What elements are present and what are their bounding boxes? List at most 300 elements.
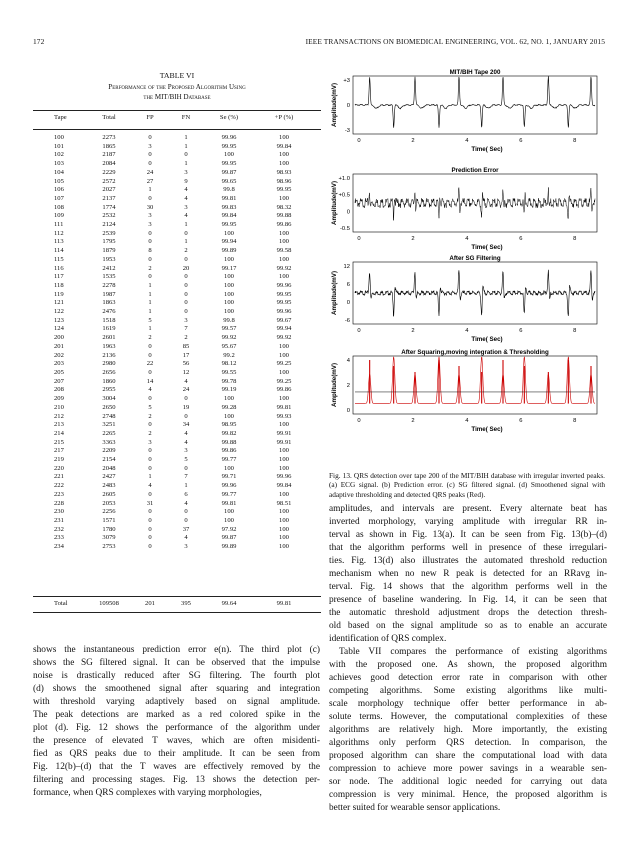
table-cell: 233 bbox=[54, 534, 64, 542]
x-tick-label: 0 bbox=[357, 236, 361, 242]
text-line: The peak detections are marked as a red colored spike in the bbox=[33, 710, 320, 720]
table-cell: 0 bbox=[184, 151, 188, 159]
table-cell: 119 bbox=[54, 290, 64, 298]
table-cell: 1 bbox=[148, 299, 152, 307]
table-cell: 0 bbox=[184, 290, 188, 298]
table-cell: 3363 bbox=[102, 438, 116, 446]
text-line: with threshold varying adaptively based on signal amplitude. bbox=[33, 697, 320, 707]
table-cell: 99.89 bbox=[221, 543, 237, 551]
table-cell: 2124 bbox=[102, 221, 116, 229]
x-tick-label: 8 bbox=[573, 328, 577, 334]
figure-13 bbox=[329, 66, 609, 466]
text-line: filtering and processing stages. Fig. 13 shows the detection per- bbox=[33, 775, 320, 785]
table-cell: 113 bbox=[54, 238, 64, 246]
text-line: terval. Fig. 14 shows that the algorithm performs well in the bbox=[329, 582, 607, 592]
table-cell: 100 bbox=[224, 516, 234, 524]
table-cell: 99.93 bbox=[276, 412, 292, 420]
table-row bbox=[54, 456, 312, 465]
y-tick-label: 0 bbox=[346, 408, 350, 414]
table-cell: 219 bbox=[54, 456, 64, 464]
table-row bbox=[54, 186, 312, 195]
table-cell: 106 bbox=[54, 186, 64, 194]
table-cell: 99.87 bbox=[221, 534, 237, 542]
table-total-rule bbox=[33, 596, 321, 597]
table-cell: 99.95 bbox=[276, 299, 292, 307]
signal-trace bbox=[355, 270, 595, 316]
table-cell: 100 bbox=[279, 421, 289, 429]
table-cell: 0 bbox=[148, 516, 152, 524]
table-cell: 0 bbox=[184, 516, 188, 524]
table-cell: 97.92 bbox=[221, 525, 237, 533]
table-cell: 2 bbox=[184, 334, 188, 342]
text-line: compression to achieve more power savings in a wearable sen- bbox=[329, 764, 607, 774]
table-cell: 223 bbox=[54, 490, 64, 498]
table-cell: 100 bbox=[279, 342, 289, 350]
table-cell: 99.71 bbox=[221, 473, 237, 481]
table-top-rule bbox=[33, 110, 321, 111]
table-cell: 213 bbox=[54, 421, 64, 429]
table-title-line2: the MIT/BIH Database bbox=[143, 93, 211, 101]
table-row bbox=[54, 143, 312, 152]
table-cell: 1865 bbox=[102, 142, 116, 150]
table-cell: 1619 bbox=[102, 325, 116, 333]
plot-title: After Squaring,moving integration & Thresholding bbox=[401, 349, 549, 356]
table-cell: 1953 bbox=[102, 255, 116, 263]
table-cell: 99.81 bbox=[276, 403, 292, 411]
table-cell: 222 bbox=[54, 482, 64, 490]
text-line: mechanism when no new R peak is detected for an RRavg in- bbox=[329, 569, 607, 579]
x-tick-label: 4 bbox=[465, 236, 469, 242]
table-cell: 2605 bbox=[102, 490, 116, 498]
y-tick-label: +3 bbox=[343, 78, 350, 84]
table-cell: 99.64 bbox=[221, 600, 237, 607]
signal-trace bbox=[355, 187, 595, 220]
table-cell: 98.32 bbox=[276, 203, 292, 211]
table-cell: 100 bbox=[279, 134, 289, 141]
table-cell: 99.95 bbox=[276, 290, 292, 298]
table-cell: 3079 bbox=[102, 534, 116, 542]
y-tick-label: 12 bbox=[343, 264, 350, 270]
table-cell: 1535 bbox=[102, 273, 116, 281]
table-cell: 2154 bbox=[102, 456, 116, 464]
y-tick-label: -0.5 bbox=[340, 226, 350, 232]
table-cell: 99.96 bbox=[221, 482, 237, 490]
table-cell: 99.95 bbox=[221, 142, 237, 150]
y-tick-label: +1.0 bbox=[338, 176, 350, 182]
table-cell: 0 bbox=[148, 525, 152, 533]
table-label: TABLE VI bbox=[159, 71, 195, 80]
table-cell: 2 bbox=[148, 264, 152, 272]
table-row bbox=[54, 265, 312, 274]
table-cell: 209 bbox=[54, 395, 64, 403]
table-cell: 201 bbox=[145, 600, 155, 607]
table-row bbox=[54, 482, 312, 491]
table-cell: 201 bbox=[54, 342, 64, 350]
table-cell: 231 bbox=[54, 516, 64, 524]
text-line: fied as QRS peaks due to their amplitude. It can be seen from bbox=[33, 749, 320, 759]
x-tick-label: 2 bbox=[411, 328, 415, 334]
table-cell: 111 bbox=[54, 221, 64, 229]
table-cell: 100 bbox=[54, 134, 64, 141]
y-axis-label: Amplitude(mV) bbox=[331, 363, 338, 407]
x-tick-label: 0 bbox=[357, 418, 361, 424]
table-cell: 0 bbox=[148, 229, 152, 237]
text-line: inverted morphology, varying amplitude with irregular RR in- bbox=[329, 517, 607, 527]
table-row bbox=[54, 360, 312, 369]
table-cell: 205 bbox=[54, 368, 64, 376]
table-cell: 99.25 bbox=[276, 377, 292, 385]
col-header: Se (%) bbox=[219, 114, 239, 121]
x-tick-label: 0 bbox=[357, 138, 361, 144]
text-line: plot (d). Fig. 12 shows the performance of the algorithm under bbox=[33, 723, 320, 733]
table-cell: 2187 bbox=[102, 151, 116, 159]
table-cell: 1987 bbox=[102, 290, 116, 298]
text-line: formance, when QRS complexes with varying morphologies, bbox=[33, 788, 262, 798]
table-cell: 1518 bbox=[102, 316, 116, 324]
table-cell: 1 bbox=[184, 134, 188, 141]
table-total-row bbox=[54, 600, 312, 609]
table-row bbox=[54, 386, 312, 395]
y-tick-label: 4 bbox=[346, 358, 350, 364]
table-cell: 1 bbox=[148, 473, 152, 481]
table-cell: 95.67 bbox=[221, 342, 237, 350]
table-title-line1: Performance of the Proposed Algorithm Using bbox=[108, 82, 246, 91]
table-cell: 1863 bbox=[102, 299, 116, 307]
text-line: amplitudes, and intervals are present. Every alternate beat has bbox=[329, 504, 607, 514]
table-row bbox=[54, 151, 312, 160]
y-tick-label: -3 bbox=[344, 128, 350, 134]
table-cell: 100 bbox=[279, 534, 289, 542]
table-cell: 99.92 bbox=[276, 264, 292, 272]
table-cell: 105 bbox=[54, 177, 64, 185]
table-cell: 121 bbox=[54, 299, 64, 307]
table-cell: 100 bbox=[224, 151, 234, 159]
x-axis-label: Time( Sec) bbox=[471, 244, 503, 251]
table-cell: 56 bbox=[182, 360, 190, 368]
table-cell: 100 bbox=[224, 290, 234, 298]
plot-title: Prediction Error bbox=[451, 167, 499, 174]
table-cell: 2229 bbox=[102, 168, 116, 176]
table-cell: 2539 bbox=[102, 229, 116, 237]
y-tick-label: 0 bbox=[346, 103, 350, 109]
table-row bbox=[54, 543, 312, 552]
table-cell: 395 bbox=[181, 600, 191, 607]
table-cell: 217 bbox=[54, 447, 64, 455]
table-row bbox=[54, 500, 312, 509]
table-cell: 4 bbox=[148, 482, 152, 490]
text-line: that the algorithm performs well in presence of these irregulari- bbox=[329, 543, 607, 553]
x-tick-label: 8 bbox=[573, 236, 577, 242]
table-cell: 114 bbox=[54, 247, 64, 255]
table-cell: 3 bbox=[184, 168, 188, 176]
journal-header: IEEE TRANSACTIONS ON BIOMEDICAL ENGINEERING, VOL. 62, NO. 1, JANUARY 2015 bbox=[305, 37, 605, 46]
table-cell: 4 bbox=[184, 429, 188, 437]
table-row bbox=[54, 247, 312, 256]
table-cell: 207 bbox=[54, 377, 64, 385]
table-cell: 2532 bbox=[102, 212, 116, 220]
y-tick-label: -6 bbox=[344, 318, 350, 324]
y-tick-label: 0 bbox=[346, 300, 350, 306]
table-cell: 2748 bbox=[102, 412, 116, 420]
table-cell: 99.55 bbox=[221, 368, 237, 376]
signal-trace bbox=[355, 357, 595, 404]
text-line: proposed algorithm can share the computational load with data bbox=[329, 751, 607, 761]
table-cell: 99.8 bbox=[223, 316, 235, 324]
y-tick-label: 0 bbox=[346, 209, 350, 216]
table-total bbox=[54, 600, 312, 609]
table-cell: 100 bbox=[279, 229, 289, 237]
x-tick-label: 4 bbox=[465, 328, 469, 334]
table-cell: 0 bbox=[184, 308, 188, 316]
table-cell: 1860 bbox=[102, 377, 116, 385]
table-cell: 4 bbox=[184, 534, 188, 542]
text-line: shows the SG filtered signal. It can be observed that the impulse bbox=[33, 658, 320, 668]
table-row bbox=[54, 369, 312, 378]
table-cell: 103 bbox=[54, 160, 64, 168]
table-cell: 123 bbox=[54, 316, 64, 324]
table-cell: 99.17 bbox=[221, 264, 237, 272]
table-cell: 100 bbox=[224, 229, 234, 237]
table-cell: 99.77 bbox=[221, 456, 237, 464]
table-cell: 85 bbox=[182, 342, 190, 350]
table-cell: 98.93 bbox=[276, 168, 292, 176]
table-cell: 99.19 bbox=[221, 386, 237, 394]
right-column-text bbox=[329, 503, 607, 815]
table-cell: Total bbox=[54, 600, 68, 607]
table-cell: 2980 bbox=[102, 360, 116, 368]
table-cell: 100 bbox=[224, 308, 234, 316]
text-line: compression is very minimal. Hence, the proposed algorithm is bbox=[329, 790, 607, 800]
table-cell: 0 bbox=[184, 464, 188, 472]
table-row bbox=[54, 299, 312, 308]
table-header bbox=[54, 114, 312, 123]
table-cell: 0 bbox=[148, 351, 152, 359]
table-cell: 107 bbox=[54, 194, 64, 202]
table-cell: 1774 bbox=[102, 203, 116, 211]
table-cell: 228 bbox=[54, 499, 64, 507]
table-cell: 3 bbox=[148, 212, 152, 220]
table-cell: 99.92 bbox=[221, 334, 237, 342]
table-cell: 4 bbox=[184, 194, 188, 202]
col-header: Tape bbox=[54, 114, 67, 121]
table-cell: 100 bbox=[279, 447, 289, 455]
table-cell: 1 bbox=[184, 160, 188, 168]
table-cell: 220 bbox=[54, 464, 64, 472]
table-cell: 100 bbox=[224, 255, 234, 263]
table-row bbox=[54, 465, 312, 474]
plot-title: MIT/BIH Tape 200 bbox=[449, 69, 501, 76]
table-cell: 3 bbox=[184, 543, 188, 551]
y-axis-label: Amplitude(mV) bbox=[331, 83, 338, 127]
table-cell: 1780 bbox=[102, 525, 116, 533]
table-cell: 100 bbox=[224, 281, 234, 289]
table-cell: 99.96 bbox=[276, 308, 292, 316]
table-cell: 100 bbox=[279, 525, 289, 533]
table-row bbox=[54, 230, 312, 239]
table-header-rule bbox=[33, 129, 321, 130]
table-cell: 2265 bbox=[102, 429, 116, 437]
table-cell: 4 bbox=[184, 212, 188, 220]
table-cell: 2753 bbox=[102, 543, 116, 551]
table-row bbox=[54, 134, 312, 143]
table-row bbox=[54, 178, 312, 187]
table-cell: 99.28 bbox=[221, 403, 237, 411]
text-line: terval as shown in Fig. 13(a). It can be seen from Fig. 13(b)–(d) bbox=[329, 530, 607, 540]
table-cell: 0 bbox=[184, 395, 188, 403]
table-cell: 100 bbox=[224, 508, 234, 516]
table-cell: 99.57 bbox=[221, 325, 237, 333]
table-cell: 5 bbox=[184, 456, 188, 464]
table-row bbox=[54, 204, 312, 213]
table-row bbox=[54, 221, 312, 230]
table-cell: 112 bbox=[54, 229, 64, 237]
table-row bbox=[54, 395, 312, 404]
table-row bbox=[54, 160, 312, 169]
table-cell: 100 bbox=[279, 490, 289, 498]
table-cell: 117 bbox=[54, 273, 64, 281]
col-header: FN bbox=[181, 114, 191, 121]
text-line: Table VII compares the performance of existing algorithms bbox=[339, 647, 607, 657]
table-cell: 0 bbox=[148, 238, 152, 246]
table-cell: 3 bbox=[148, 221, 152, 229]
table-cell: 19 bbox=[182, 403, 190, 411]
table-cell: 100 bbox=[279, 160, 289, 168]
figure-caption: Fig. 13. QRS detection over tape 200 of the MIT/BIH database with irregular inverted peaks. (a) ECG signal. (b) Prediction error. (c) SG filtered signal. (d) Smoothened signal with adaptive thresholding and detected QRS peaks (Red). bbox=[329, 471, 605, 499]
table-cell: 99.2 bbox=[223, 351, 235, 359]
table-row bbox=[54, 404, 312, 413]
table-cell: 99.87 bbox=[221, 168, 237, 176]
signal-trace bbox=[355, 76, 595, 128]
table-cell: 109 bbox=[54, 212, 64, 220]
table-cell: 2955 bbox=[102, 386, 116, 394]
table-row bbox=[54, 508, 312, 517]
table-row bbox=[54, 325, 312, 334]
table-cell: 99.58 bbox=[276, 247, 292, 255]
x-tick-label: 0 bbox=[357, 328, 361, 334]
table-cell: 99.91 bbox=[276, 438, 292, 446]
text-line: achieves good detection error rate in comparison with other bbox=[329, 673, 607, 683]
table-cell: 210 bbox=[54, 403, 64, 411]
text-line: identification of QRS complex. bbox=[329, 634, 447, 644]
table-cell: 7 bbox=[184, 473, 188, 481]
table-cell: 99.84 bbox=[221, 212, 237, 220]
table-cell: 2 bbox=[184, 247, 188, 255]
table-cell: 212 bbox=[54, 412, 64, 420]
table-cell: 2048 bbox=[102, 464, 116, 472]
table-cell: 0 bbox=[184, 255, 188, 263]
table-cell: 2 bbox=[148, 412, 152, 420]
plot-frame bbox=[353, 356, 597, 414]
table-cell: 30 bbox=[146, 203, 154, 211]
table-cell: 2209 bbox=[102, 447, 116, 455]
y-tick-label: 6 bbox=[346, 282, 350, 288]
table-row bbox=[54, 256, 312, 265]
table-cell: 200 bbox=[54, 334, 64, 342]
x-tick-label: 6 bbox=[519, 236, 523, 242]
col-header: +P (%) bbox=[274, 114, 294, 121]
plot-title: After SG Filtering bbox=[449, 255, 501, 262]
text-line: Fig. 12(b)–(d) that the T waves are effectively removed by the bbox=[33, 762, 320, 772]
text-line: competing algorithms. Some existing algorithms like multi- bbox=[329, 686, 607, 696]
table-cell: 99.96 bbox=[276, 473, 292, 481]
x-tick-label: 2 bbox=[411, 236, 415, 242]
table-row bbox=[54, 473, 312, 482]
table-cell: 99.88 bbox=[221, 438, 237, 446]
text-line: presence of baseline wandering. In Fig. 14, it can be seen that bbox=[329, 595, 607, 605]
table-cell: 100 bbox=[279, 368, 289, 376]
x-tick-label: 4 bbox=[465, 138, 469, 144]
table-cell: 3 bbox=[184, 447, 188, 455]
text-line: solute terms. However, the computational complexities of these bbox=[329, 712, 607, 722]
y-tick-label: +0.5 bbox=[338, 192, 350, 199]
text-line: the presence of elevated T waves, which are often misidenti- bbox=[33, 736, 320, 746]
table-cell: 6 bbox=[184, 490, 188, 498]
table-cell: 124 bbox=[54, 325, 64, 333]
table-cell: 0 bbox=[148, 447, 152, 455]
table-cell: 1 bbox=[148, 290, 152, 298]
table-cell: 1 bbox=[184, 142, 188, 150]
table-cell: 0 bbox=[184, 273, 188, 281]
table-cell: 2 bbox=[148, 334, 152, 342]
table-cell: 100 bbox=[279, 238, 289, 246]
table-cell: 99.96 bbox=[276, 281, 292, 289]
y-tick-label: 2 bbox=[346, 383, 350, 389]
table-cell: 99.86 bbox=[221, 447, 237, 455]
table-cell: 99.86 bbox=[276, 221, 292, 229]
table-cell: 203 bbox=[54, 360, 64, 368]
table-cell: 0 bbox=[184, 508, 188, 516]
x-axis-label: Time( Sec) bbox=[471, 336, 503, 343]
table-cell: 4 bbox=[184, 186, 188, 194]
table-cell: 1 bbox=[148, 325, 152, 333]
table-cell: 118 bbox=[54, 281, 64, 289]
text-line: scale morphology technique offer better performance in ab- bbox=[329, 699, 607, 709]
table-cell: 24 bbox=[146, 168, 154, 176]
table-cell: 100 bbox=[279, 255, 289, 263]
x-tick-label: 2 bbox=[411, 138, 415, 144]
col-header: Total bbox=[102, 114, 116, 121]
table-cell: 99.65 bbox=[221, 177, 237, 185]
table-cell: 100 bbox=[279, 456, 289, 464]
table-cell: 2656 bbox=[102, 368, 116, 376]
table-cell: 109508 bbox=[99, 600, 119, 607]
table-cell: 2483 bbox=[102, 482, 116, 490]
table-cell: 4 bbox=[184, 438, 188, 446]
table-row bbox=[54, 195, 312, 204]
table-cell: 9 bbox=[184, 177, 188, 185]
table-cell: 2053 bbox=[102, 499, 116, 507]
table-cell: 0 bbox=[184, 412, 188, 420]
table-cell: 1 bbox=[184, 482, 188, 490]
table-body bbox=[54, 134, 312, 552]
table-cell: 234 bbox=[54, 543, 64, 551]
left-column-text bbox=[33, 644, 320, 800]
table-cell: 2273 bbox=[102, 134, 116, 141]
table-cell: 0 bbox=[148, 456, 152, 464]
table-cell: 99.77 bbox=[221, 490, 237, 498]
table-cell: 99.84 bbox=[276, 482, 292, 490]
table-row bbox=[54, 447, 312, 456]
table-row bbox=[54, 212, 312, 221]
table-cell: 100 bbox=[224, 273, 234, 281]
table-row bbox=[54, 334, 312, 343]
table-cell: 2256 bbox=[102, 508, 116, 516]
table-row bbox=[54, 308, 312, 317]
table-cell: 100 bbox=[224, 412, 234, 420]
table-cell: 2278 bbox=[102, 281, 116, 289]
table-cell: 2476 bbox=[102, 308, 116, 316]
table-row bbox=[54, 291, 312, 300]
